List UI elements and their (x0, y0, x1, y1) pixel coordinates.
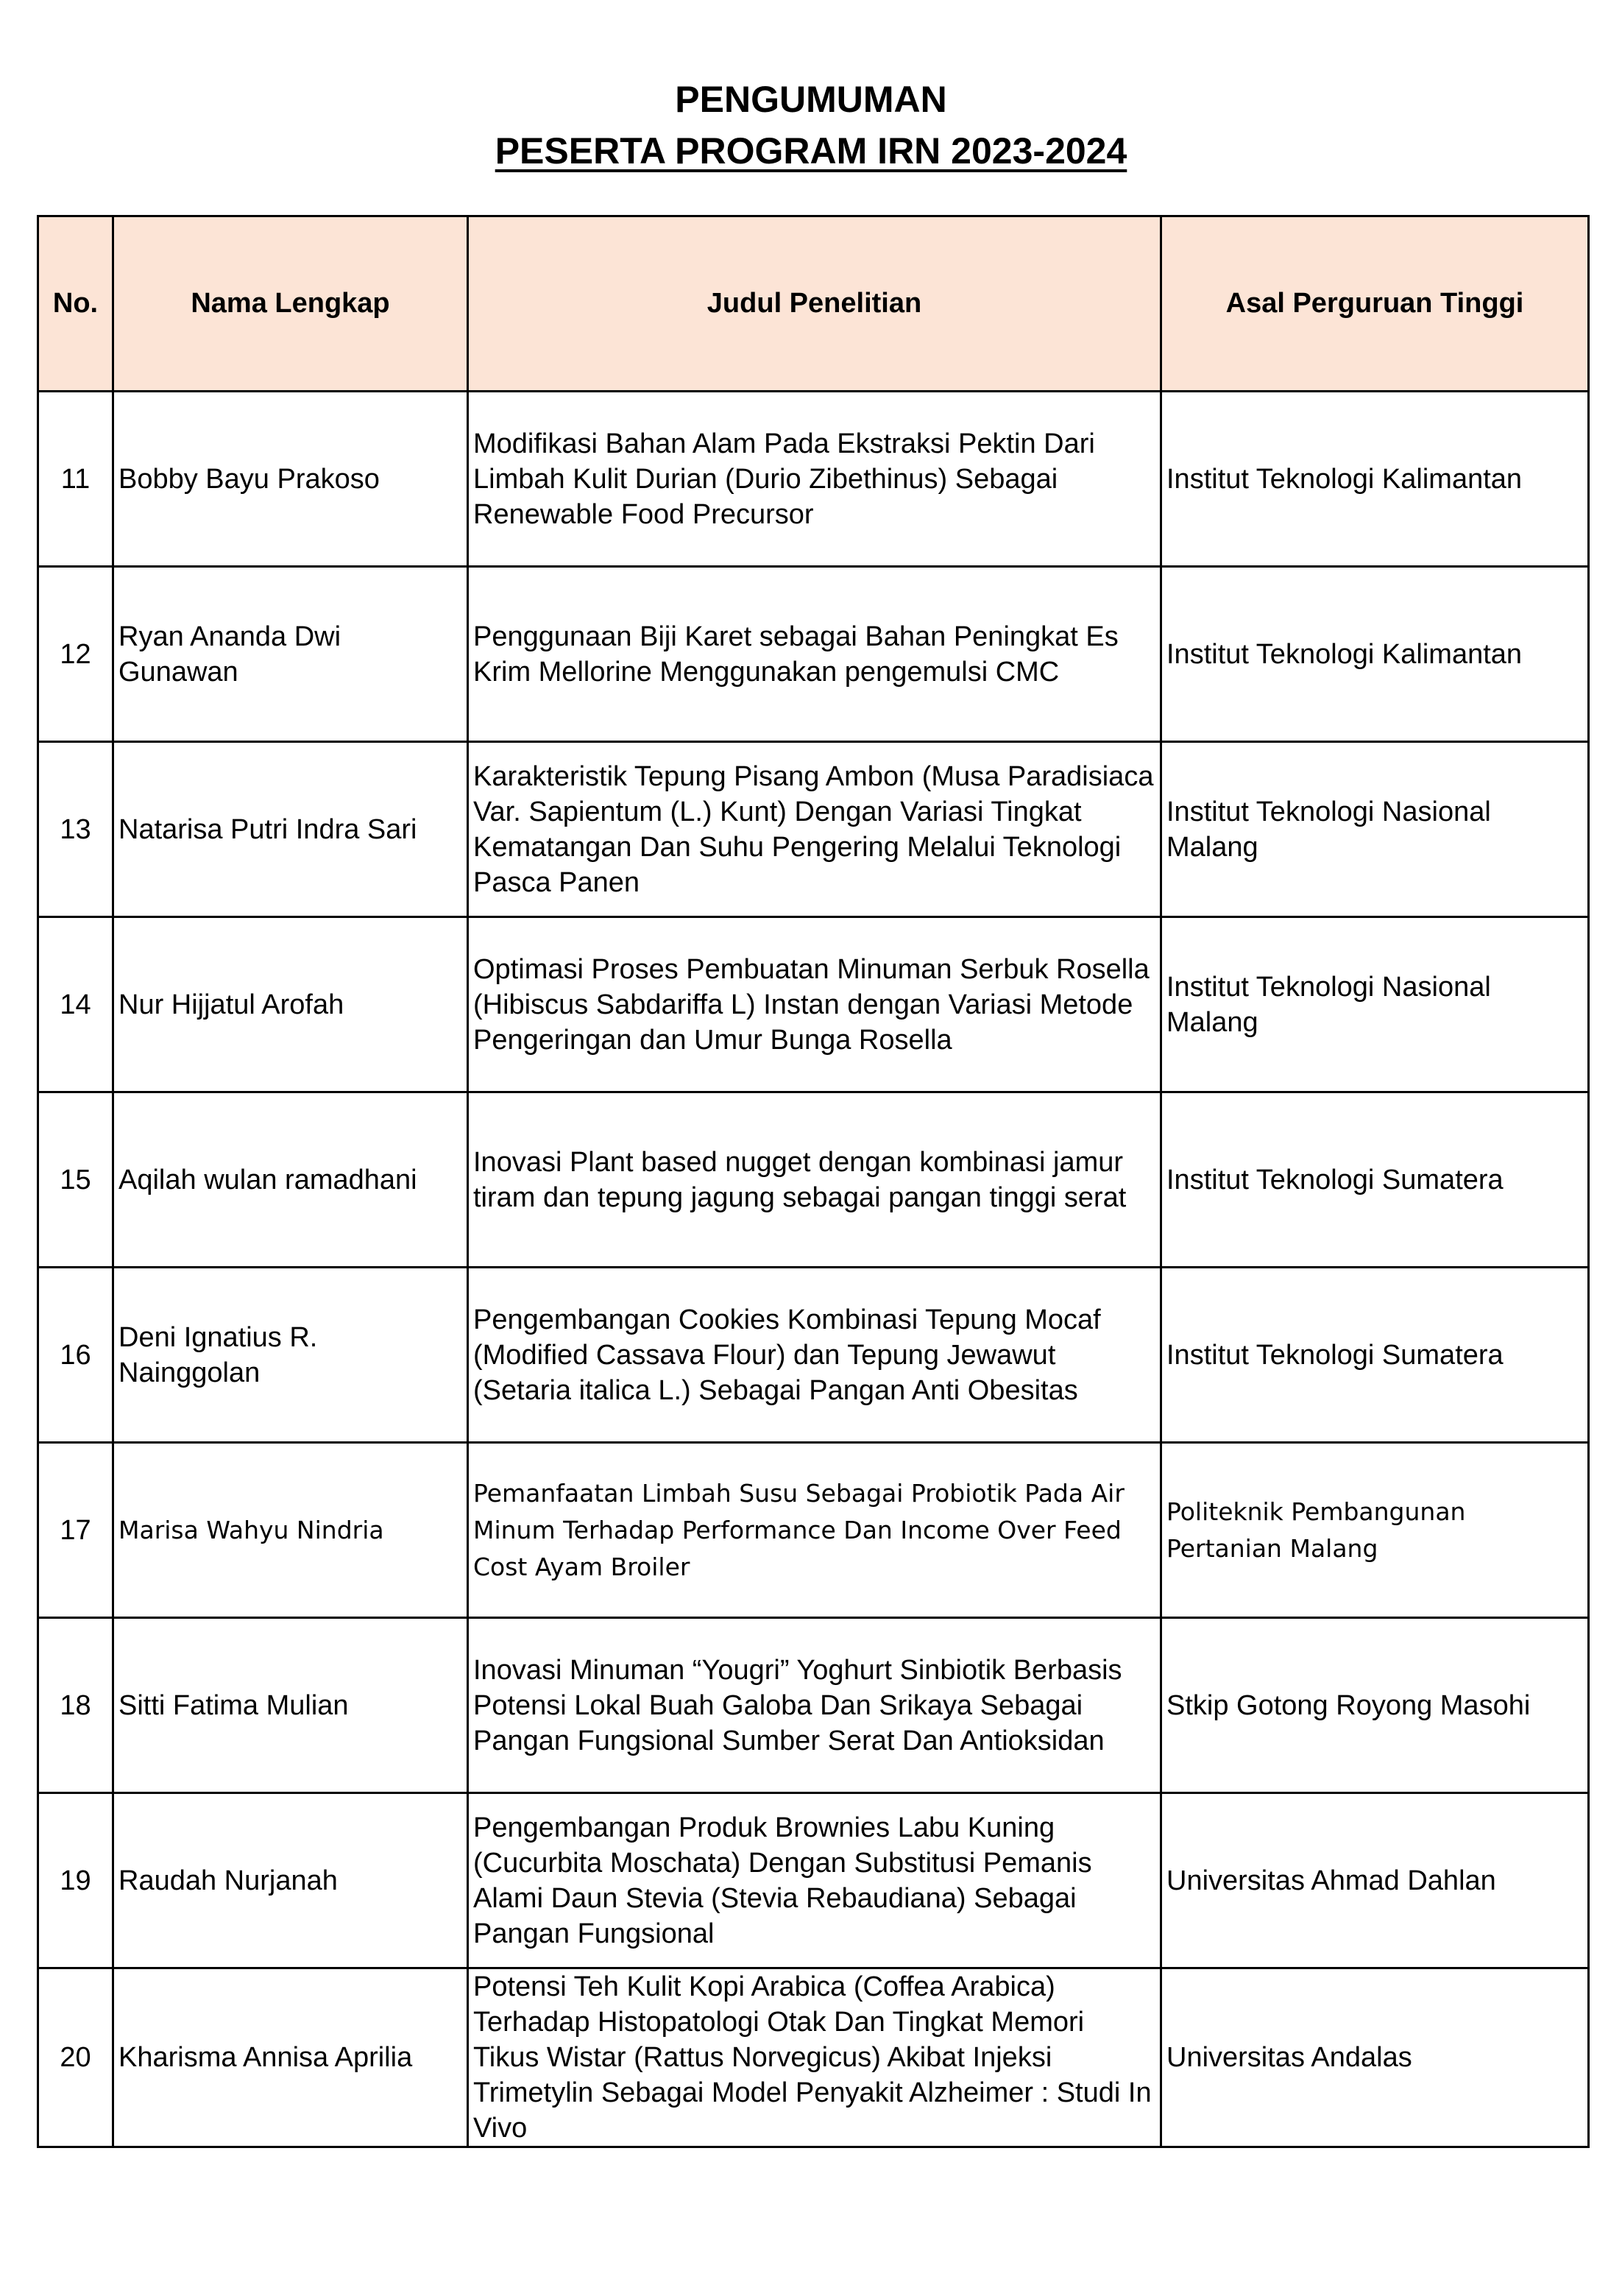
row-number: 17 (38, 1443, 113, 1618)
table-row (38, 1443, 1589, 1618)
page-subtitle: PESERTA PROGRAM IRN 2023-2024 (495, 130, 1127, 172)
research-title: Pengembangan Produk Brownies Labu Kuning (Cucurbita Moschata) Dengan Substitusi Pemanis Alami Daun Stevia (Stevia Rebaudiana) Sebagai Pangan Fungsional (468, 1793, 1161, 1968)
university-name: Institut Teknologi Sumatera (1161, 1268, 1589, 1443)
university-name: Institut Teknologi Nasional Malang (1161, 742, 1589, 917)
research-title: Penggunaan Biji Karet sebagai Bahan Peningkat Es Krim Mellorine Menggunakan pengemulsi CMC (468, 567, 1161, 742)
participant-name: Sitti Fatima Mulian (113, 1618, 468, 1793)
participant-name: Deni Ignatius R. Nainggolan (113, 1268, 468, 1443)
research-title: Modifikasi Bahan Alam Pada Ekstraksi Pektin Dari Limbah Kulit Durian (Durio Zibethinus) Sebagai Renewable Food Precursor (468, 392, 1161, 567)
research-title: Potensi Teh Kulit Kopi Arabica (Coffea Arabica) Terhadap Histopatologi Otak Dan Tingkat Memori Tikus Wistar (Rattus Norvegicus) Akibat Injeksi Trimetylin Sebagai Model Penyakit Alzheimer : Studi In Vivo (468, 1968, 1161, 2147)
column-header-no: No. (38, 216, 113, 392)
participants-table (37, 215, 1590, 2148)
university-name: Universitas Ahmad Dahlan (1161, 1793, 1589, 1968)
table-row (38, 1618, 1589, 1793)
university-name: Stkip Gotong Royong Masohi (1161, 1618, 1589, 1793)
column-header-name: Nama Lengkap (113, 216, 468, 392)
research-title: Pengembangan Cookies Kombinasi Tepung Mocaf (Modified Cassava Flour) dan Tepung Jewawut (Setaria italica L.) Sebagai Pangan Anti Obesitas (468, 1268, 1161, 1443)
row-number: 19 (38, 1793, 113, 1968)
table-row (38, 567, 1589, 742)
table-row (38, 742, 1589, 917)
row-number: 15 (38, 1092, 113, 1268)
row-number: 18 (38, 1618, 113, 1793)
table-row (38, 392, 1589, 567)
university-name: Institut Teknologi Sumatera (1161, 1092, 1589, 1268)
research-title: Pemanfaatan Limbah Susu Sebagai Probiotik Pada Air Minum Terhadap Performance Dan Income Over Feed Cost Ayam Broiler (468, 1443, 1161, 1618)
table-row (38, 1268, 1589, 1443)
table-row (38, 1793, 1589, 1968)
row-number: 12 (38, 567, 113, 742)
university-name: Politeknik Pembangunan Pertanian Malang (1161, 1443, 1589, 1618)
row-number: 14 (38, 917, 113, 1092)
participant-name: Marisa Wahyu Nindria (113, 1443, 468, 1618)
participant-name: Aqilah wulan ramadhani (113, 1092, 468, 1268)
participant-name: Natarisa Putri Indra Sari (113, 742, 468, 917)
row-number: 16 (38, 1268, 113, 1443)
table-header-row (38, 216, 1589, 392)
university-name: Institut Teknologi Kalimantan (1161, 567, 1589, 742)
university-name: Universitas Andalas (1161, 1968, 1589, 2147)
page-title: PENGUMUMAN (675, 79, 947, 120)
university-name: Institut Teknologi Nasional Malang (1161, 917, 1589, 1092)
participant-name: Raudah Nurjanah (113, 1793, 468, 1968)
research-title: Inovasi Minuman “Yougri” Yoghurt Sinbiotik Berbasis Potensi Lokal Buah Galoba Dan Srikaya Sebagai Pangan Fungsional Sumber Serat Dan Antioksidan (468, 1618, 1161, 1793)
row-number: 11 (38, 392, 113, 567)
research-title: Karakteristik Tepung Pisang Ambon (Musa Paradisiaca Var. Sapientum (L.) Kunt) Dengan Variasi Tingkat Kematangan Dan Suhu Pengering Melalui Teknologi Pasca Panen (468, 742, 1161, 917)
research-title: Inovasi Plant based nugget dengan kombinasi jamur tiram dan tepung jagung sebagai pangan tinggi serat (468, 1092, 1161, 1268)
table-row (38, 1968, 1589, 2147)
row-number: 13 (38, 742, 113, 917)
research-title: Optimasi Proses Pembuatan Minuman Serbuk Rosella (Hibiscus Sabdariffa L) Instan dengan Variasi Metode Pengeringan dan Umur Bunga Rosella (468, 917, 1161, 1092)
participant-name: Nur Hijjatul Arofah (113, 917, 468, 1092)
participant-name: Kharisma Annisa Aprilia (113, 1968, 468, 2147)
column-header-title: Judul Penelitian (468, 216, 1161, 392)
row-number: 20 (38, 1968, 113, 2147)
table-row (38, 917, 1589, 1092)
column-header-university: Asal Perguruan Tinggi (1161, 216, 1589, 392)
participant-name: Ryan Ananda Dwi Gunawan (113, 567, 468, 742)
page-header (0, 74, 1622, 177)
university-name: Institut Teknologi Kalimantan (1161, 392, 1589, 567)
table-row (38, 1092, 1589, 1268)
participant-name: Bobby Bayu Prakoso (113, 392, 468, 567)
